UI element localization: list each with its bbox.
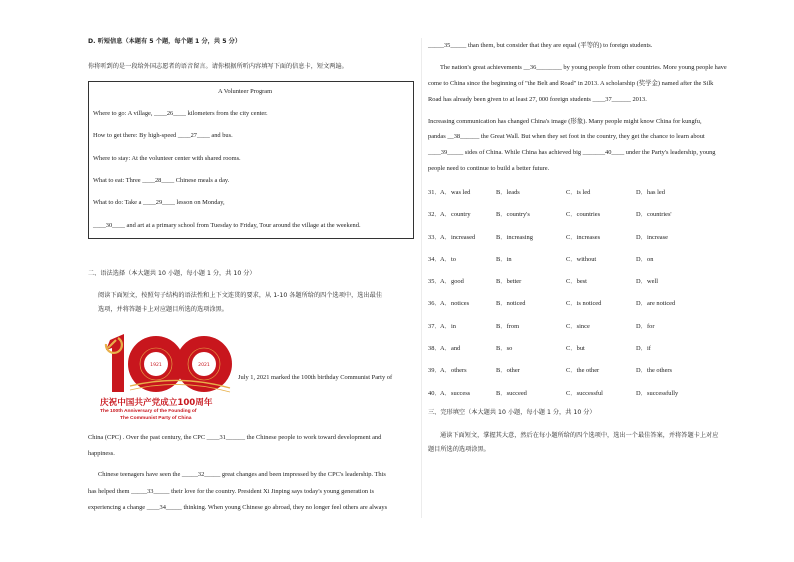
option-a[interactable]: A．increased (440, 234, 476, 241)
question-number: 34． (428, 256, 441, 263)
option-c[interactable]: C．is led (566, 189, 591, 196)
logo-en-caption-line1: The 100th Anniversary of the Founding of (100, 409, 197, 414)
passage-para5-line1: Increasing communication has changed China's image (形象). Many people might know China for kungfu, (428, 118, 702, 125)
option-a[interactable]: A．others (440, 367, 467, 374)
passage-para4-line2: come to China since the beginning of "the Belt and Road" in 2013. A scholarship (奖学金) named after the Silk (428, 80, 714, 87)
passage-para1-line2: happiness. (88, 450, 115, 457)
option-a[interactable]: A．was led (440, 189, 471, 196)
passage-para2-line2: has helped them _____33_____ their love for the country. President Xi Jinping says today's young generation is (88, 488, 374, 495)
option-b[interactable]: B．other (496, 367, 520, 374)
option-c[interactable]: C．is noticed (566, 300, 602, 307)
option-a[interactable]: A．in (440, 323, 456, 330)
option-d[interactable]: D．countries' (636, 211, 672, 218)
question-number: 31． (428, 189, 441, 196)
logo-en-caption-line2: The Communist Party of China (120, 416, 192, 421)
question-number: 40． (428, 390, 441, 397)
question-number: 32． (428, 211, 441, 218)
option-c[interactable]: C．countries (566, 211, 601, 218)
passage-para2-line3: experiencing a change ____34_____ thinking. When young Chinese go abroad, they no longer feel others are always (88, 504, 388, 511)
info-card-title: A Volunteer Program (218, 88, 273, 95)
question-number: 38． (428, 345, 441, 352)
option-c[interactable]: C．best (566, 278, 587, 285)
info-card-line-27: How to get there: By high-speed ____27____ and bus. (93, 132, 233, 139)
option-d[interactable]: D．well (636, 278, 659, 285)
info-card-line-28: What to eat: Three ____28____ Chinese meals a day. (93, 177, 230, 184)
info-card-line-stay: Where to stay: At the volunteer center with shared rooms. (93, 155, 241, 162)
info-card-line-30: ____30____ and art at a primary school from Tuesday to Friday, Tour around the village at the weekend. (93, 222, 361, 229)
option-c[interactable]: C．successful (566, 390, 603, 397)
logo-cn-caption: 庆祝中国共产党成立100周年 (100, 398, 213, 408)
section-3-instruction-line2: 题目所选的选项涂黑。 (428, 446, 490, 453)
question-number: 36． (428, 300, 441, 307)
option-d[interactable]: D．are noticed (636, 300, 676, 307)
question-number: 39． (428, 367, 441, 374)
option-b[interactable]: B．noticed (496, 300, 526, 307)
info-card-line-29: What to do: Take a ____29____ lesson on Monday, (93, 199, 225, 206)
option-a[interactable]: A．success (440, 390, 471, 397)
option-b[interactable]: B．succeed (496, 390, 527, 397)
section-3-instruction-line1: 通读下面短文，掌握其大意，然后在每小题所给的四个选项中，选出一个最佳答案，并将答题卡上对应 (440, 432, 719, 439)
centenary-100-graphic (100, 330, 232, 396)
passage-para4-line1: The nation's great achievements __36________ by young people from other countries. More young people have (440, 64, 727, 71)
option-c[interactable]: C．since (566, 323, 590, 330)
option-c[interactable]: C．increases (566, 234, 601, 241)
passage-logo-side-text: July 1, 2021 marked the 100th birthday Communist Party of (238, 374, 393, 381)
section-d-instructions: 你将听到的是一段给外国志愿者的语音留言。请你根据所听内容填写下面的信息卡，短文两遍。 (88, 63, 348, 70)
passage-para5-line3: ____39_____ sides of China. While China has achieved big _______40____ under the Party's leadership, young (428, 149, 716, 156)
option-b[interactable]: B．in (496, 256, 512, 263)
question-number: 37． (428, 323, 441, 330)
option-b[interactable]: B．increasing (496, 234, 533, 241)
option-b[interactable]: B．country's (496, 211, 530, 218)
passage-para3-line1: _____35_____ than them, but consider that they are equal (平等的) to foreign students. (428, 42, 653, 49)
section-2-title: 二、语法选择（本大题共 10 小题，每小题 1 分，共 10 分） (88, 270, 256, 277)
passage-para1-line1: China (CPC) . Over the past century, the CPC ____31______ the Chinese people to work toward development and (88, 434, 382, 441)
option-b[interactable]: B．leads (496, 189, 520, 196)
option-d[interactable]: D．the others (636, 367, 673, 374)
option-d[interactable]: D．successfully (636, 390, 679, 397)
section-2-instruction-line1: 阅读下面短文，按照句子结构的语法性和上下文连贯的要求，从 1-10 各题所给的四个选项中，选出最佳 (98, 292, 383, 299)
option-d[interactable]: D．if (636, 345, 651, 352)
option-a[interactable]: A．and (440, 345, 461, 352)
year-2021-label: 2021 (198, 363, 210, 368)
option-d[interactable]: D．on (636, 256, 654, 263)
option-c[interactable]: C．without (566, 256, 597, 263)
info-card-line-26: Where to go: A village, ____26____ kilometers from the city center. (93, 110, 268, 117)
passage-para4-line3: Road has already been given to at least 27, 000 foreign students ____37______ 2013. (428, 96, 647, 103)
option-d[interactable]: D．increase (636, 234, 668, 241)
cpc-centenary-logo (100, 330, 232, 426)
section-3-title: 三、完形填空（本大题共 10 小题，每小题 1 分，共 10 分） (428, 409, 596, 416)
option-a[interactable]: A．good (440, 278, 464, 285)
passage-para2-line1: Chinese teenagers have seen the _____32_____ great changes and been impressed by the CPC's leadership. This (98, 471, 386, 478)
question-number: 33． (428, 234, 441, 241)
option-b[interactable]: B．better (496, 278, 522, 285)
option-c[interactable]: C．but (566, 345, 585, 352)
option-c[interactable]: C．the other (566, 367, 600, 374)
section-2-instruction-line2: 选项，并将答题卡上对应题目所选的选项涂黑。 (98, 306, 228, 313)
option-b[interactable]: B．so (496, 345, 513, 352)
option-a[interactable]: A．notices (440, 300, 470, 307)
year-1921-label: 1921 (150, 363, 162, 368)
option-d[interactable]: D．for (636, 323, 655, 330)
column-divider (421, 38, 422, 518)
option-b[interactable]: B．from (496, 323, 520, 330)
option-a[interactable]: A．country (440, 211, 471, 218)
passage-para5-line4: people need to continue to build a better future. (428, 165, 550, 172)
section-d-title: D. 听短信息（本题有 5 个题，每个题 1 分，共 5 分） (88, 38, 242, 45)
option-d[interactable]: D．has led (636, 189, 665, 196)
option-a[interactable]: A．to (440, 256, 456, 263)
passage-para5-line2: pandas __38______ the Great Wall. But when they set foot in the country, they get the chance to learn about (428, 133, 705, 140)
question-number: 35． (428, 278, 441, 285)
